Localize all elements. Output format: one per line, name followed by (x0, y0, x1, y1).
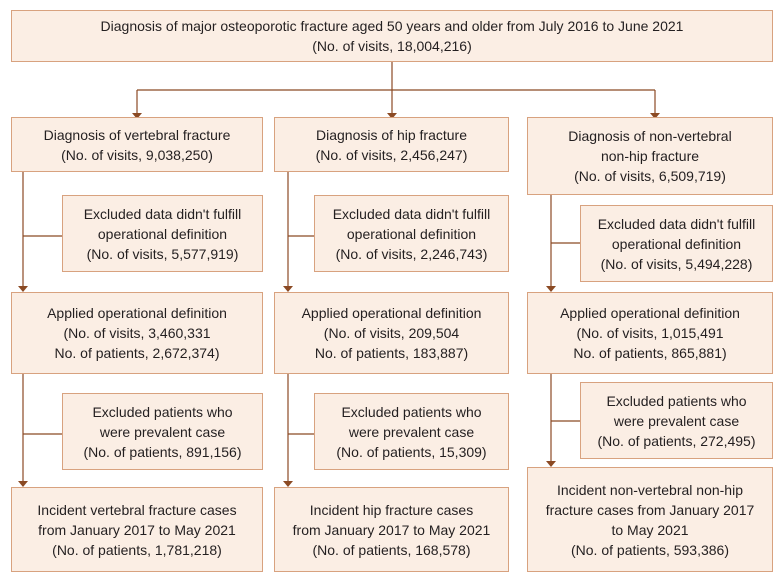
vertebral-diagnosis-box (11, 117, 263, 172)
box-line: Diagnosis of hip fracture (316, 126, 467, 143)
box-line: were prevalent case (99, 423, 226, 440)
hip-incident-box (274, 487, 509, 572)
box-line: No. of patients, 2,672,374) (54, 345, 220, 361)
box-line: fracture cases from January 2017 (545, 501, 755, 518)
box-line: operational definition (346, 225, 477, 242)
box-line: (No. of visits, 6,509,719) (574, 168, 726, 184)
box-line: operational definition (611, 235, 742, 252)
non-vertebral-applied-box (527, 292, 773, 374)
box-line: Excluded data didn't fulfill (332, 205, 491, 222)
box-line: (No. of patients, 272,495) (597, 432, 756, 449)
box-line: (No. of visits, 9,038,250) (61, 146, 213, 163)
box-line: No. of patients, 183,887) (314, 345, 469, 361)
non-vertebral-excluded-patients-box (580, 382, 773, 459)
box-line: were prevalent case (613, 412, 740, 429)
box-line: Incident non-vertebral non-hip (556, 481, 743, 498)
top-box (11, 10, 773, 62)
box-line: (No. of visits, 2,456,247) (315, 146, 468, 163)
top-box-line: Diagnosis of major osteoporotic fracture aged 50 years and older from July 2016 to June 2021 (100, 18, 684, 34)
box-line: Applied operational definition (301, 305, 482, 321)
non-vertebral-incident-box (527, 467, 773, 572)
box-line: (No. of visits, 3,460,331 (63, 325, 211, 341)
box-line: (No. of patients, 15,309) (336, 443, 487, 460)
box-line: Excluded patients who (92, 403, 233, 420)
box-line: from January 2017 to May 2021 (292, 521, 491, 538)
box-line: (No. of patients, 593,386) (571, 541, 729, 558)
box-line: Excluded patients who (341, 403, 482, 420)
vertebral-applied-box (11, 292, 263, 374)
box-line: Applied operational definition (47, 305, 227, 321)
non-vertebral-excluded-visits-box (580, 205, 773, 282)
box-line: (No. of visits, 209,504 (323, 325, 460, 341)
box-line: (No. of visits, 5,577,919) (86, 245, 239, 262)
top-box-line: (No. of visits, 18,004,216) (312, 38, 472, 54)
hip-diagnosis-box (274, 117, 509, 172)
non-vertebral-diagnosis-box (527, 117, 773, 195)
box-line: Incident vertebral fracture cases (37, 501, 237, 518)
hip-applied-box (274, 292, 509, 374)
vertebral-incident-box (11, 487, 263, 572)
box-line: Incident hip fracture cases (309, 501, 474, 518)
box-line: were prevalent case (348, 423, 475, 440)
box-line: (No. of visits, 2,246,743) (335, 245, 488, 262)
box-line: Applied operational definition (560, 305, 740, 321)
box-line: from January 2017 to May 2021 (38, 521, 236, 538)
box-line: (No. of patients, 1,781,218) (52, 541, 222, 558)
box-line: No. of patients, 865,881) (573, 345, 727, 361)
vertebral-excluded-patients-box (62, 393, 263, 470)
box-line: to May 2021 (611, 521, 689, 538)
hip-excluded-visits-box (314, 195, 509, 272)
box-line: Diagnosis of vertebral fracture (43, 126, 231, 143)
box-line: Diagnosis of non-vertebral (568, 128, 732, 144)
box-line: (No. of visits, 1,015,491 (576, 325, 724, 341)
hip-excluded-patients-box (314, 393, 509, 470)
box-line: (No. of visits, 5,494,228) (600, 255, 753, 272)
box-line: operational definition (97, 225, 228, 242)
vertebral-excluded-visits-box (62, 195, 263, 272)
box-line: Excluded patients who (606, 392, 747, 409)
box-line: (No. of patients, 891,156) (83, 443, 242, 460)
box-line: Excluded data didn't fulfill (83, 205, 242, 222)
box-line: non-hip fracture (600, 148, 700, 164)
box-line: (No. of patients, 168,578) (312, 541, 471, 558)
box-line: Excluded data didn't fulfill (597, 215, 756, 232)
